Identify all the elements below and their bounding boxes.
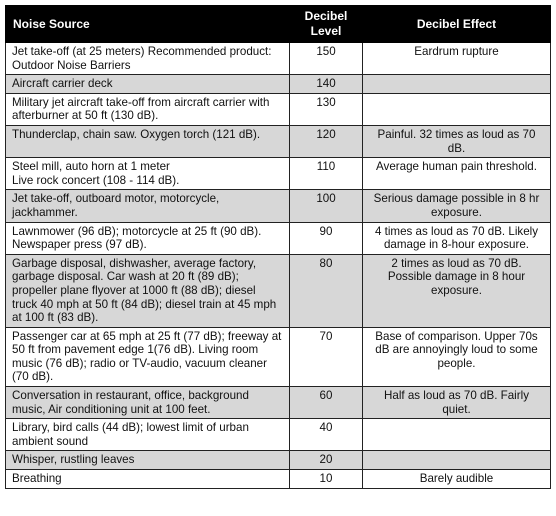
- table-row: [6, 43, 551, 75]
- table-row: [6, 158, 551, 190]
- noise-source-cell: Aircraft carrier deck: [6, 75, 290, 94]
- decibel-level-cell: 150: [290, 43, 363, 75]
- table-row: [6, 470, 551, 489]
- decibel-effect-cell: [363, 75, 551, 94]
- table-row: [6, 190, 551, 222]
- table-row: [6, 419, 551, 451]
- table-row: [6, 387, 551, 419]
- noise-source-cell: Library, bird calls (44 dB); lowest limit of urban ambient sound: [6, 419, 290, 451]
- table-row: [6, 93, 551, 125]
- table-row: [6, 75, 551, 94]
- decibel-effect-cell: Half as loud as 70 dB. Fairly quiet.: [363, 387, 551, 419]
- decibel-level-cell: 20: [290, 451, 363, 470]
- table-row: [6, 125, 551, 157]
- noise-source-cell: Conversation in restaurant, office, background music, Air conditioning unit at 100 feet.: [6, 387, 290, 419]
- header-row: [6, 6, 551, 43]
- decibel-effect-cell: Painful. 32 times as loud as 70 dB.: [363, 125, 551, 157]
- header-decibel-level: Decibel Level: [290, 6, 363, 43]
- noise-source-cell: Garbage disposal, dishwasher, average factory, garbage disposal. Car wash at 20 ft (89 dB); propeller plane flyover at 1000 ft (88 dB); diesel truck 40 mph at 50 ft (84 dB); diesel train at 45 mph at 100 ft (83 dB).: [6, 254, 290, 327]
- decibel-level-cell: 40: [290, 419, 363, 451]
- noise-source-cell: Thunderclap, chain saw. Oxygen torch (121 dB).: [6, 125, 290, 157]
- decibel-effect-cell: [363, 419, 551, 451]
- decibel-effect-cell: [363, 451, 551, 470]
- table-row: [6, 222, 551, 254]
- decibel-effect-cell: Base of comparison. Upper 70s dB are annoyingly loud to some people.: [363, 327, 551, 386]
- noise-source-cell: Steel mill, auto horn at 1 meter Live rock concert (108 - 114 dB).: [6, 158, 290, 190]
- noise-table-container: [5, 5, 551, 489]
- decibel-effect-cell: [363, 93, 551, 125]
- decibel-effect-cell: Average human pain threshold.: [363, 158, 551, 190]
- noise-source-cell: Whisper, rustling leaves: [6, 451, 290, 470]
- noise-source-cell: Breathing: [6, 470, 290, 489]
- table-header: [6, 6, 551, 43]
- decibel-effect-cell: Barely audible: [363, 470, 551, 489]
- decibel-effect-cell: 2 times as loud as 70 dB. Possible damage in 8 hour exposure.: [363, 254, 551, 327]
- decibel-level-cell: 100: [290, 190, 363, 222]
- noise-source-cell: Military jet aircraft take-off from aircraft carrier with afterburner at 50 ft (130 dB).: [6, 93, 290, 125]
- decibel-effect-cell: Serious damage possible in 8 hr exposure.: [363, 190, 551, 222]
- table-row: [6, 254, 551, 327]
- table-body: [6, 43, 551, 489]
- decibel-level-cell: 130: [290, 93, 363, 125]
- decibel-effect-cell: 4 times as loud as 70 dB. Likely damage in 8-hour exposure.: [363, 222, 551, 254]
- noise-source-cell: Lawnmower (96 dB); motorcycle at 25 ft (90 dB). Newspaper press (97 dB).: [6, 222, 290, 254]
- noise-source-cell: Jet take-off, outboard motor, motorcycle, jackhammer.: [6, 190, 290, 222]
- decibel-level-cell: 80: [290, 254, 363, 327]
- noise-source-cell: Jet take-off (at 25 meters) Recommended product: Outdoor Noise Barriers: [6, 43, 290, 75]
- decibel-level-cell: 60: [290, 387, 363, 419]
- header-decibel-effect: Decibel Effect: [363, 6, 551, 43]
- noise-levels-table: [5, 5, 551, 489]
- table-row: [6, 451, 551, 470]
- decibel-level-cell: 120: [290, 125, 363, 157]
- decibel-level-cell: 140: [290, 75, 363, 94]
- decibel-effect-cell: Eardrum rupture: [363, 43, 551, 75]
- decibel-level-cell: 110: [290, 158, 363, 190]
- table-row: [6, 327, 551, 386]
- header-noise-source: Noise Source: [6, 6, 290, 43]
- decibel-level-cell: 10: [290, 470, 363, 489]
- decibel-level-cell: 70: [290, 327, 363, 386]
- noise-source-cell: Passenger car at 65 mph at 25 ft (77 dB); freeway at 50 ft from pavement edge 1(76 dB). Living room music (76 dB); radio or TV-audio, vacuum cleaner (70 dB).: [6, 327, 290, 386]
- decibel-level-cell: 90: [290, 222, 363, 254]
